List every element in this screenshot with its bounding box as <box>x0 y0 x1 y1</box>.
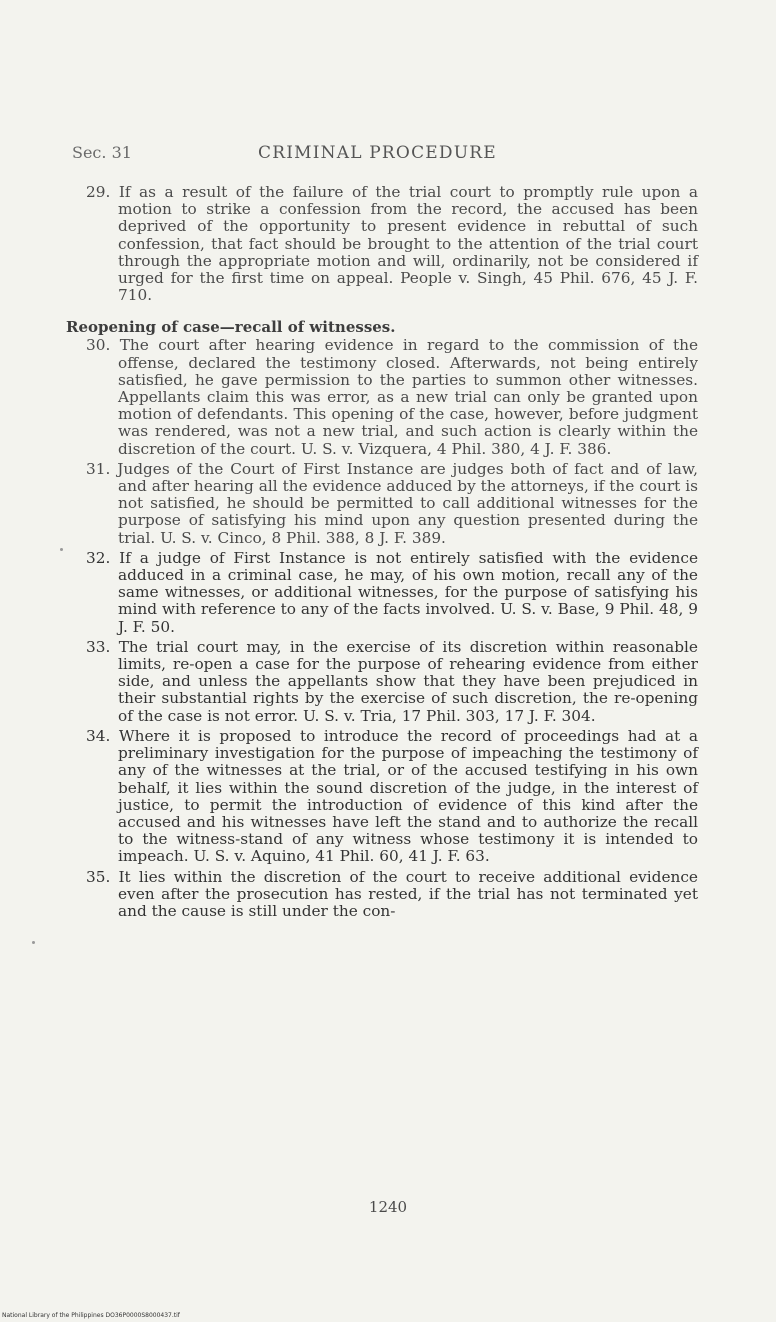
paragraph-29: 29. If as a result of the failure of the trial court to promptly rule upon a motion to strike a confession from the record, the accused has been deprived of the opportunity to present evidence in rebuttal of such confession, that fact should be brought to the attention of the trial court through the appropriate motion and will, ordinarily, not be considered if urged for the first time on appeal. People v. Singh, 45 Phil. 676, 45 J. F. 710. <box>86 183 698 305</box>
paragraph-31: 31. Judges of the Court of First Instance are judges both of fact and of law, and after hearing all the evidence adduced by the attorneys, if the court is not satisfied, he should be permitted to call additional witnesses for the purpose of satisfying his mind upon any question presented during the trial. U. S. v. Cinco, 8 Phil. 388, 8 J. F. 389. <box>86 459 698 547</box>
page-header <box>72 143 712 167</box>
running-title: CRIMINAL PROCEDURE <box>258 143 497 163</box>
scan-footer: National Library of the Philippines DO36P0000S8000437.tif <box>2 1312 180 1319</box>
paragraph-32: 32. If a judge of First Instance is not entirely satisfied with the evidence adduced in a criminal case, he may, of his own motion, recall any of the same witnesses, or additional witnesses, for the purpose of satisfying his mind with reference to any of the facts involved. U. S. v. Base, 9 Phil. 48, 9 J. F. 50. <box>86 548 698 636</box>
paragraph-34: 34. Where it is proposed to introduce the record of proceedings had at a preliminary investigation for the purpose of impeaching the testimony of any of the witnesses at the trial, or of the accused testifying in his own behalf, it lies within the sound discretion of the judge, in the interest of justice, to permit the introduction of evidence of this kind after the accused and his witnesses have left the stand and to authorize the recall to the witness-stand of any witness whose testimony it is intended to impeach. U. S. v. Aquino, 41 Phil. 60, 41 J. F. 63. <box>86 726 698 866</box>
subheading: Reopening of case—recall of witnesses. <box>66 318 396 337</box>
section-number: Sec. 31 <box>72 143 132 162</box>
scan-speck <box>32 941 35 944</box>
page-body <box>62 184 698 923</box>
paragraph-30: 30. The court after hearing evidence in regard to the commission of the offense, declared the testimony closed. Afterwards, not being entirely satisfied, he gave permission to the parties to summon other witnesses. Appellants claim this was error, as a new trial can only be granted upon motion of defendants. This opening of the case, however, before judgment was rendered, was not a new trial, and such action is clearly within the discretion of the court. U. S. v. Vizquera, 4 Phil. 380, 4 J. F. 386. <box>86 336 698 458</box>
page-number: 1240 <box>368 1198 408 1216</box>
paragraph-35: 35. It lies within the discretion of the court to receive additional evidence even after the prosecution has rested, if the trial has not terminated yet and the cause is still under the con- <box>86 867 698 920</box>
scan-speck <box>60 548 63 551</box>
paragraph-33: 33. The trial court may, in the exercise of its discretion within reasonable limits, re-open a case for the purpose of rehearing evidence from either side, and unless the appellants show that they have been prejudiced in their substantial rights by the exercise of such discretion, the re-opening of the case is not error. U. S. v. Tria, 17 Phil. 303, 17 J. F. 304. <box>86 637 698 725</box>
